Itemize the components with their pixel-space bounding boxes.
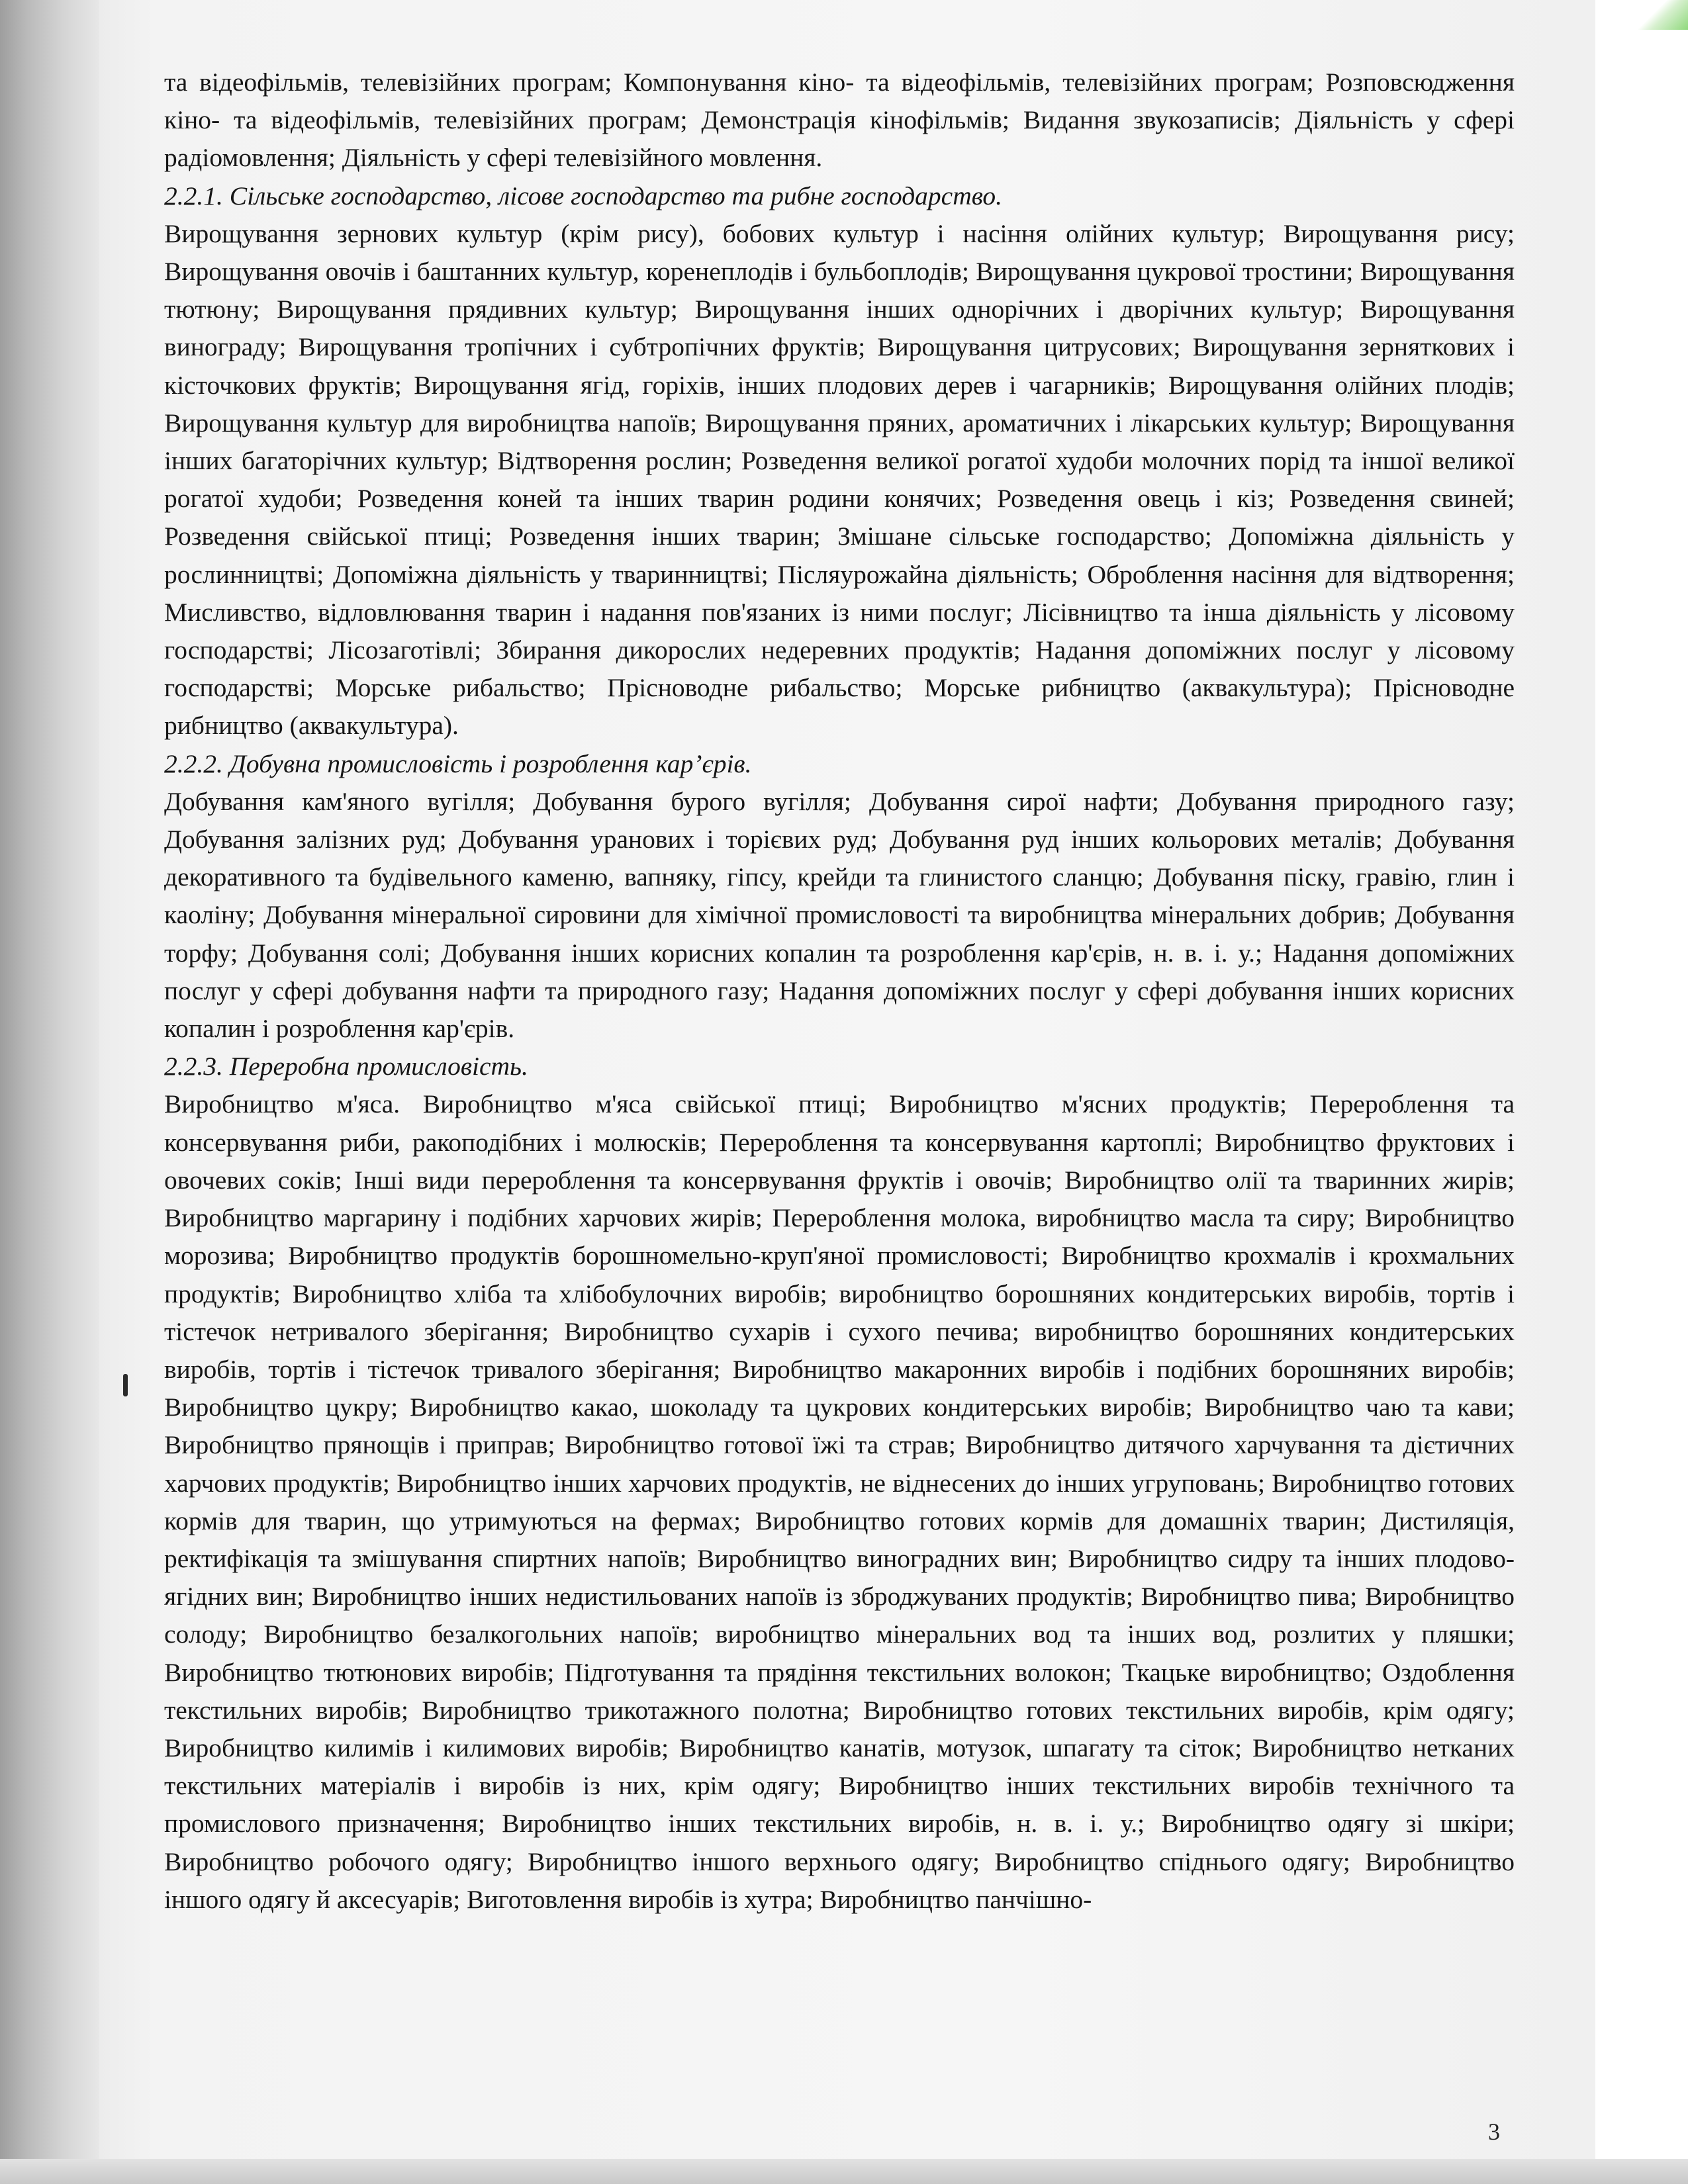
paragraph-mining: Добування кам'яного вугілля; Добування бурого вугілля; Добування сирої нафти; Добування природного газу; Добування залізних руд; Добування уранових і торієвих руд; Добування руд інших кольорових металів; Добування декоративного та будівельного каменю, вапняку, гіпсу, крейди та глинистого сланцю; Добування піску, гравію, глин і каоліну; Добування мінеральної сировини для хімічної промисловості та виробництва мінеральних добрив; Добування торфу; Добування солі; Добування інших корисних копалин та розроблення кар'єрів, н. в. і. у.; Надання допоміжних послуг у сфері добування нафти та природного газу; Надання допоміжних послуг у сфері добування інших корисних копалин і розроблення кар'єрів.: [164, 786, 1515, 1044]
document-body: [164, 64, 1515, 1919]
page-corner-tab: [1625, 0, 1688, 30]
section-heading-manufacturing: 2.2.3. Переробна промисловість.: [164, 1052, 528, 1081]
section-heading-agriculture: 2.2.1. Сільське господарство, лісове господарство та рибне господарство.: [164, 181, 1002, 210]
paragraph-intro-media: та відеофільмів, телевізійних програм; Компонування кіно- та відеофільмів, телевізійних програм; Розповсюдження кіно- та відеофільмів, телевізійних програм; Демонстрація кінофільмів; Видання звукозаписів; Діяльність у сфері радіомовлення; Діяльність у сфері телевізійного мовлення.: [164, 68, 1515, 173]
binder-hole-mark: [123, 1374, 128, 1396]
page-number: 3: [1488, 2118, 1500, 2145]
scan-shadow-left: [0, 0, 99, 2184]
paragraph-agriculture: Вирощування зернових культур (крім рису), бобових культур і насіння олійних культур; Вирощування рису; Вирощування овочів і баштанних культур, коренеплодів і бульбоплодів; Вирощування цукрової тростини; Вирощування тютюну; Вирощування прядивних культур; Вирощування інших однорічних і дворічних культур; Вирощування винограду; Вирощування тропічних і субтропічних фруктів; Вирощування цитрусових; Вирощування зерняткових і кісточкових фруктів; Вирощування ягід, горіхів, інших плодових дерев і чагарників; Вирощування олійних плодів; Вирощування культур для виробництва напоїв; Вирощування пряних, ароматичних і лікарських культур; Вирощування інших багаторічних культур; Відтворення рослин; Розведення великої рогатої худоби молочних порід та іншої великої рогатої худоби; Розведення коней та інших тварин родини конячих; Розведення овець і кіз; Розведення свиней; Розведення свійської птиці; Розведення інших тварин; Змішане сільське господарство; Допоміжна діяльність у рослинництві; Допоміжна діяльність у тваринництві; Післяурожайна діяльність; Оброблення насіння для відтворення; Мисливство, відловлювання тварин і надання пов'язаних із ними послуг; Лісівництво та інша діяльність у лісовому господарстві; Лісозаготівлі; Збирання дикорослих недеревних продуктів; Надання допоміжних послуг у лісовому господарстві; Морське рибальство; Прісноводне рибальство; Морське рибництво (аквакультура); Прісноводне рибництво (аквакультура).: [164, 218, 1515, 741]
paragraph-manufacturing: Виробництво м'яса. Виробництво м'яса свійської птиці; Виробництво м'ясних продуктів; Перероблення та консервування риби, ракоподібних і молюсків; Перероблення та консервування картоплі; Виробництво фруктових і овочевих соків; Інші види перероблення та консервування фруктів і овочів; Виробництво олії та тваринних жирів; Виробництво маргарину і подібних харчових жирів; Перероблення молока, виробництво масла та сиру; Виробництво морозива; Виробництво продуктів борошномельно-круп'яної промисловості; Виробництво крохмалів і крохмальних продуктів; Виробництво хліба та хлібобулочних виробів; виробництво борошняних кондитерських виробів, тортів і тістечок нетривалого зберігання; Виробництво сухарів і сухого печива; виробництво борошняних кондитерських виробів, тортів і тістечок тривалого зберігання; Виробництво макаронних виробів і подібних борошняних виробів; Виробництво цукру; Виробництво какао, шоколаду та цукрових кондитерських виробів; Виробництво чаю та кави; Виробництво прянощів і приправ; Виробництво готової їжі та страв; Виробництво дитячого харчування та дієтичних харчових продуктів; Виробництво інших харчових продуктів, не віднесених до інших угруповань; Виробництво готових кормів для тварин, що утримуються на фермах; Виробництво готових кормів для домашніх тварин; Дистиляція, ректифікація та змішування спиртних напоїв; Виробництво виноградних вин; Виробництво сидру та інших плодово-ягідних вин; Виробництво інших недистильованих напоїв із зброджуваних продуктів; Виробництво пива; Виробництво солоду; Виробництво безалкогольних напоїв; виробництво мінеральних вод та інших вод, розлитих у пляшки; Виробництво тютюнових виробів; Підготування та прядіння текстильних волокон; Ткацьке виробництво; Оздоблення текстильних виробів; Виробництво трикотажного полотна; Виробництво готових текстильних виробів, крім одягу; Виробництво килимів і килимових виробів; Виробництво канатів, мотузок, шпагату та сіток; Виробництво нетканих текстильних матеріалів і виробів із них, крім одягу; Виробництво інших текстильних виробів технічного та промислового призначення; Виробництво інших текстильних виробів, н. в. і. у.; Виробництво одягу зі шкіри; Виробництво робочого одягу; Виробництво іншого верхнього одягу; Виробництво спіднього одягу; Виробництво іншого одягу й аксесуарів; Виготовлення виробів із хутра; Виробництво панчішно-: [164, 1089, 1515, 1914]
scan-shadow-bottom: [0, 2159, 1688, 2184]
section-heading-mining: 2.2.2. Добувна промисловість і розроблення кар’єрів.: [164, 749, 752, 778]
